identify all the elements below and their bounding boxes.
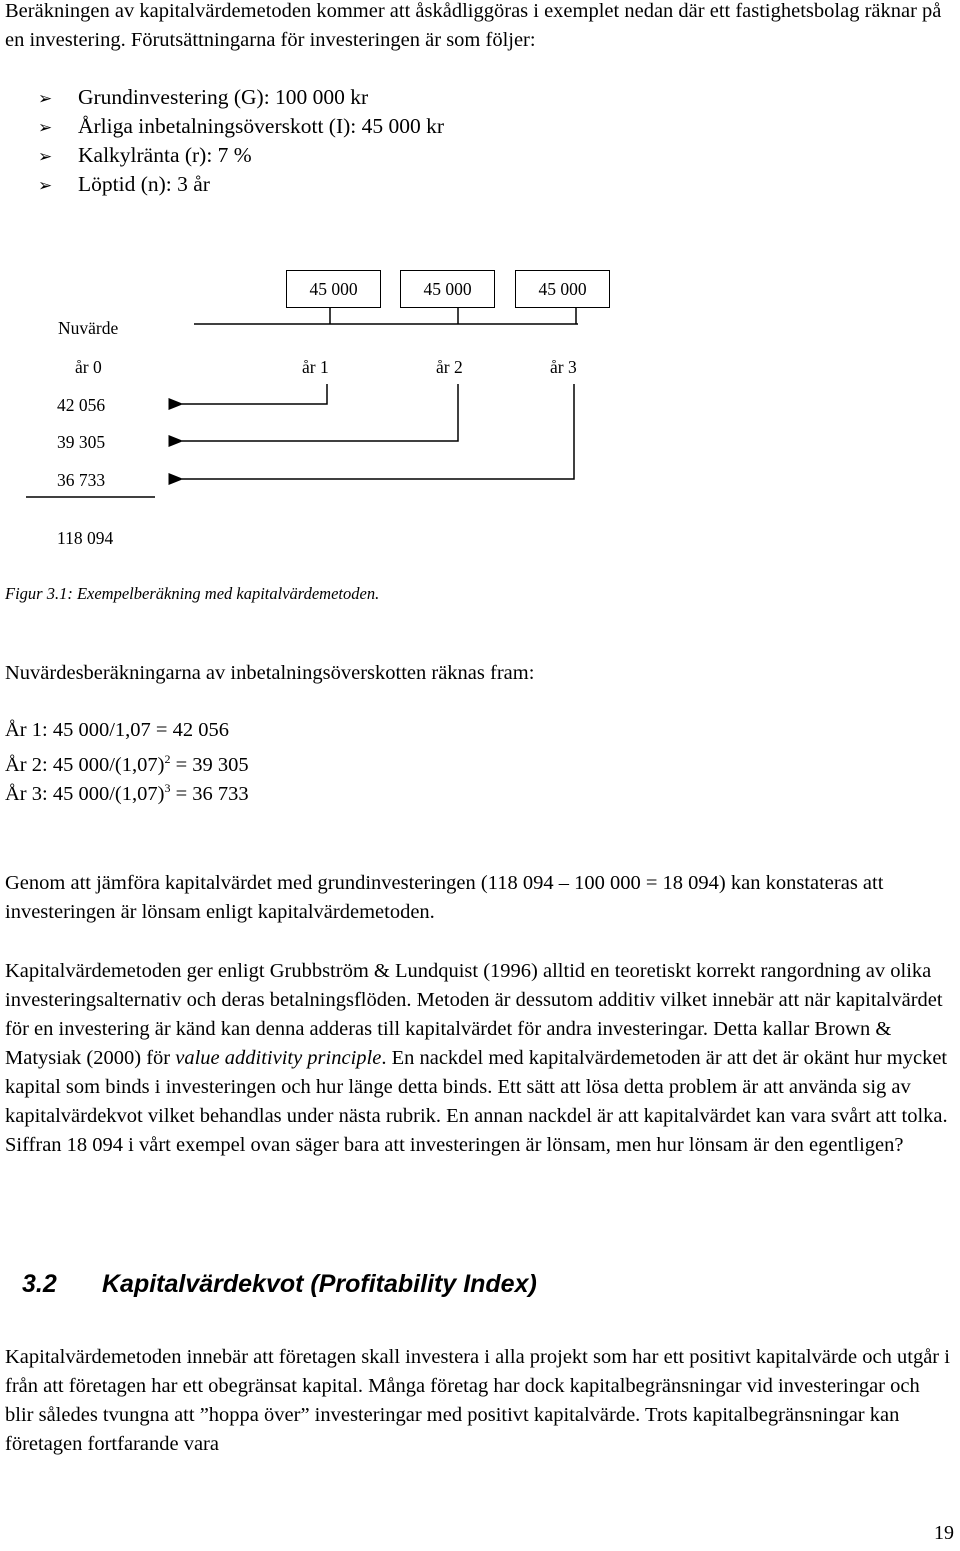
cashflow-box-year3: 45 000 — [515, 270, 610, 308]
present-value-3: 36 733 — [57, 470, 106, 490]
paragraph-profitability-index: Kapitalvärdemetoden innebär att företagen skall investera i alla projekt som har ett positivt kapitalvärde och utgår i från att företagen har ett obegränsat kapital. Många företag har dock kapitalbegränsningar vid investeringar och blir således tvungna att ”hoppa över” investeringar med positivt kapitalvärde. Trots kapitalbegränsningar kan företagen fortfarande vara — [5, 1346, 950, 1455]
paragraph-discussion: Kapitalvärdemetoden ger enligt Grubbström & Lundquist (1996) alltid en teoretiskt korrekt rangordning av olika investeringsalternativ och deras betalningsflöden. Metoden är dessutom additiv vilket innebär att när kapitalvärdet för en investering är känd kan denna adderas till kapitalvärdet för andra investeringar. Detta kallar Brown & Matysiak (2000) för value additivity principle. En nackdel med kapitalvärdemetoden är att det är okänt hur mycket kapital som binds i investeringen och hur länge detta binds. Ett sätt att lösa detta problem är att använda sig av kapitalvärdekvot vilket behandlas under nästa rubrik. En annan nackdel är att kapitalvärdet kan vara svårt att tolka. Siffran 18 094 i vårt exempel ovan säger bara att investeringen är lönsam, men hur lönsam är den egentligen? — [5, 960, 948, 1156]
arrow-bullet-icon: ➢ — [38, 89, 53, 109]
bullet-item: ➢ Kalkylränta (r): 7 % — [38, 141, 252, 172]
bullet-item: ➢ Löptid (n): 3 år — [38, 170, 210, 201]
arrow-bullet-icon: ➢ — [38, 176, 53, 196]
figure-caption: Figur 3.1: Exempelberäkning med kapitalvärdemetoden. — [5, 584, 380, 603]
discount-arrow-year1 — [182, 384, 327, 404]
present-value-2: 39 305 — [57, 432, 106, 452]
year-label-2: år 2 — [436, 357, 463, 377]
arrow-bullet-icon: ➢ — [38, 118, 53, 138]
present-value-total: 118 094 — [57, 528, 114, 548]
year-label-3: år 3 — [550, 357, 577, 377]
formula-year2: År 2: 45 $000/(1,07)^2 = 39$ 305 — [5, 752, 249, 776]
year-label-0: år 0 — [75, 357, 102, 377]
section-heading: 3.2 Kapitalvärdekvot (Profitability Index) — [22, 1270, 537, 1298]
cashflow-box-year1: 45 000 — [286, 270, 381, 308]
discount-arrow-year3 — [182, 384, 574, 479]
present-value-1: 42 056 — [57, 395, 106, 415]
year-label-1: år 1 — [302, 357, 329, 377]
formula-year3: År 3: 45 $000/(1,07)^3 = 36$ 733 — [5, 781, 249, 805]
paragraph-comparison: Genom att jämföra kapitalvärdet med grundinvesteringen (118 094 – 100 000 = 18 094) kan konstateras att investeringen är lönsam enligt kapitalvärdemetoden. — [5, 872, 884, 923]
bullet-item: ➢ Årliga inbetalningsöverskott (I): 45 000 kr — [38, 112, 444, 143]
cashflow-box-year2: 45 000 — [400, 270, 495, 308]
calc-intro: Nuvärdesberäkningarna av inbetalningsöverskotten räknas fram: — [5, 662, 535, 684]
discount-arrow-year2 — [182, 384, 458, 441]
arrow-bullet-icon: ➢ — [38, 147, 53, 167]
nuvarde-label: Nuvärde — [58, 318, 119, 338]
page-number: 19 — [934, 1522, 954, 1544]
bullet-item: ➢ Grundinvestering (G): 100 000 kr — [38, 83, 368, 114]
intro-paragraph: Beräkningen av kapitalvärdemetoden kommer att åskådliggöras i exemplet nedan där ett fastighetsbolag räknar på en investering. Förutsättningarna för investeringen är som följer: — [5, 0, 942, 51]
formula-year1: År 1: 45 000/1,07 = 42 056 — [5, 719, 229, 741]
